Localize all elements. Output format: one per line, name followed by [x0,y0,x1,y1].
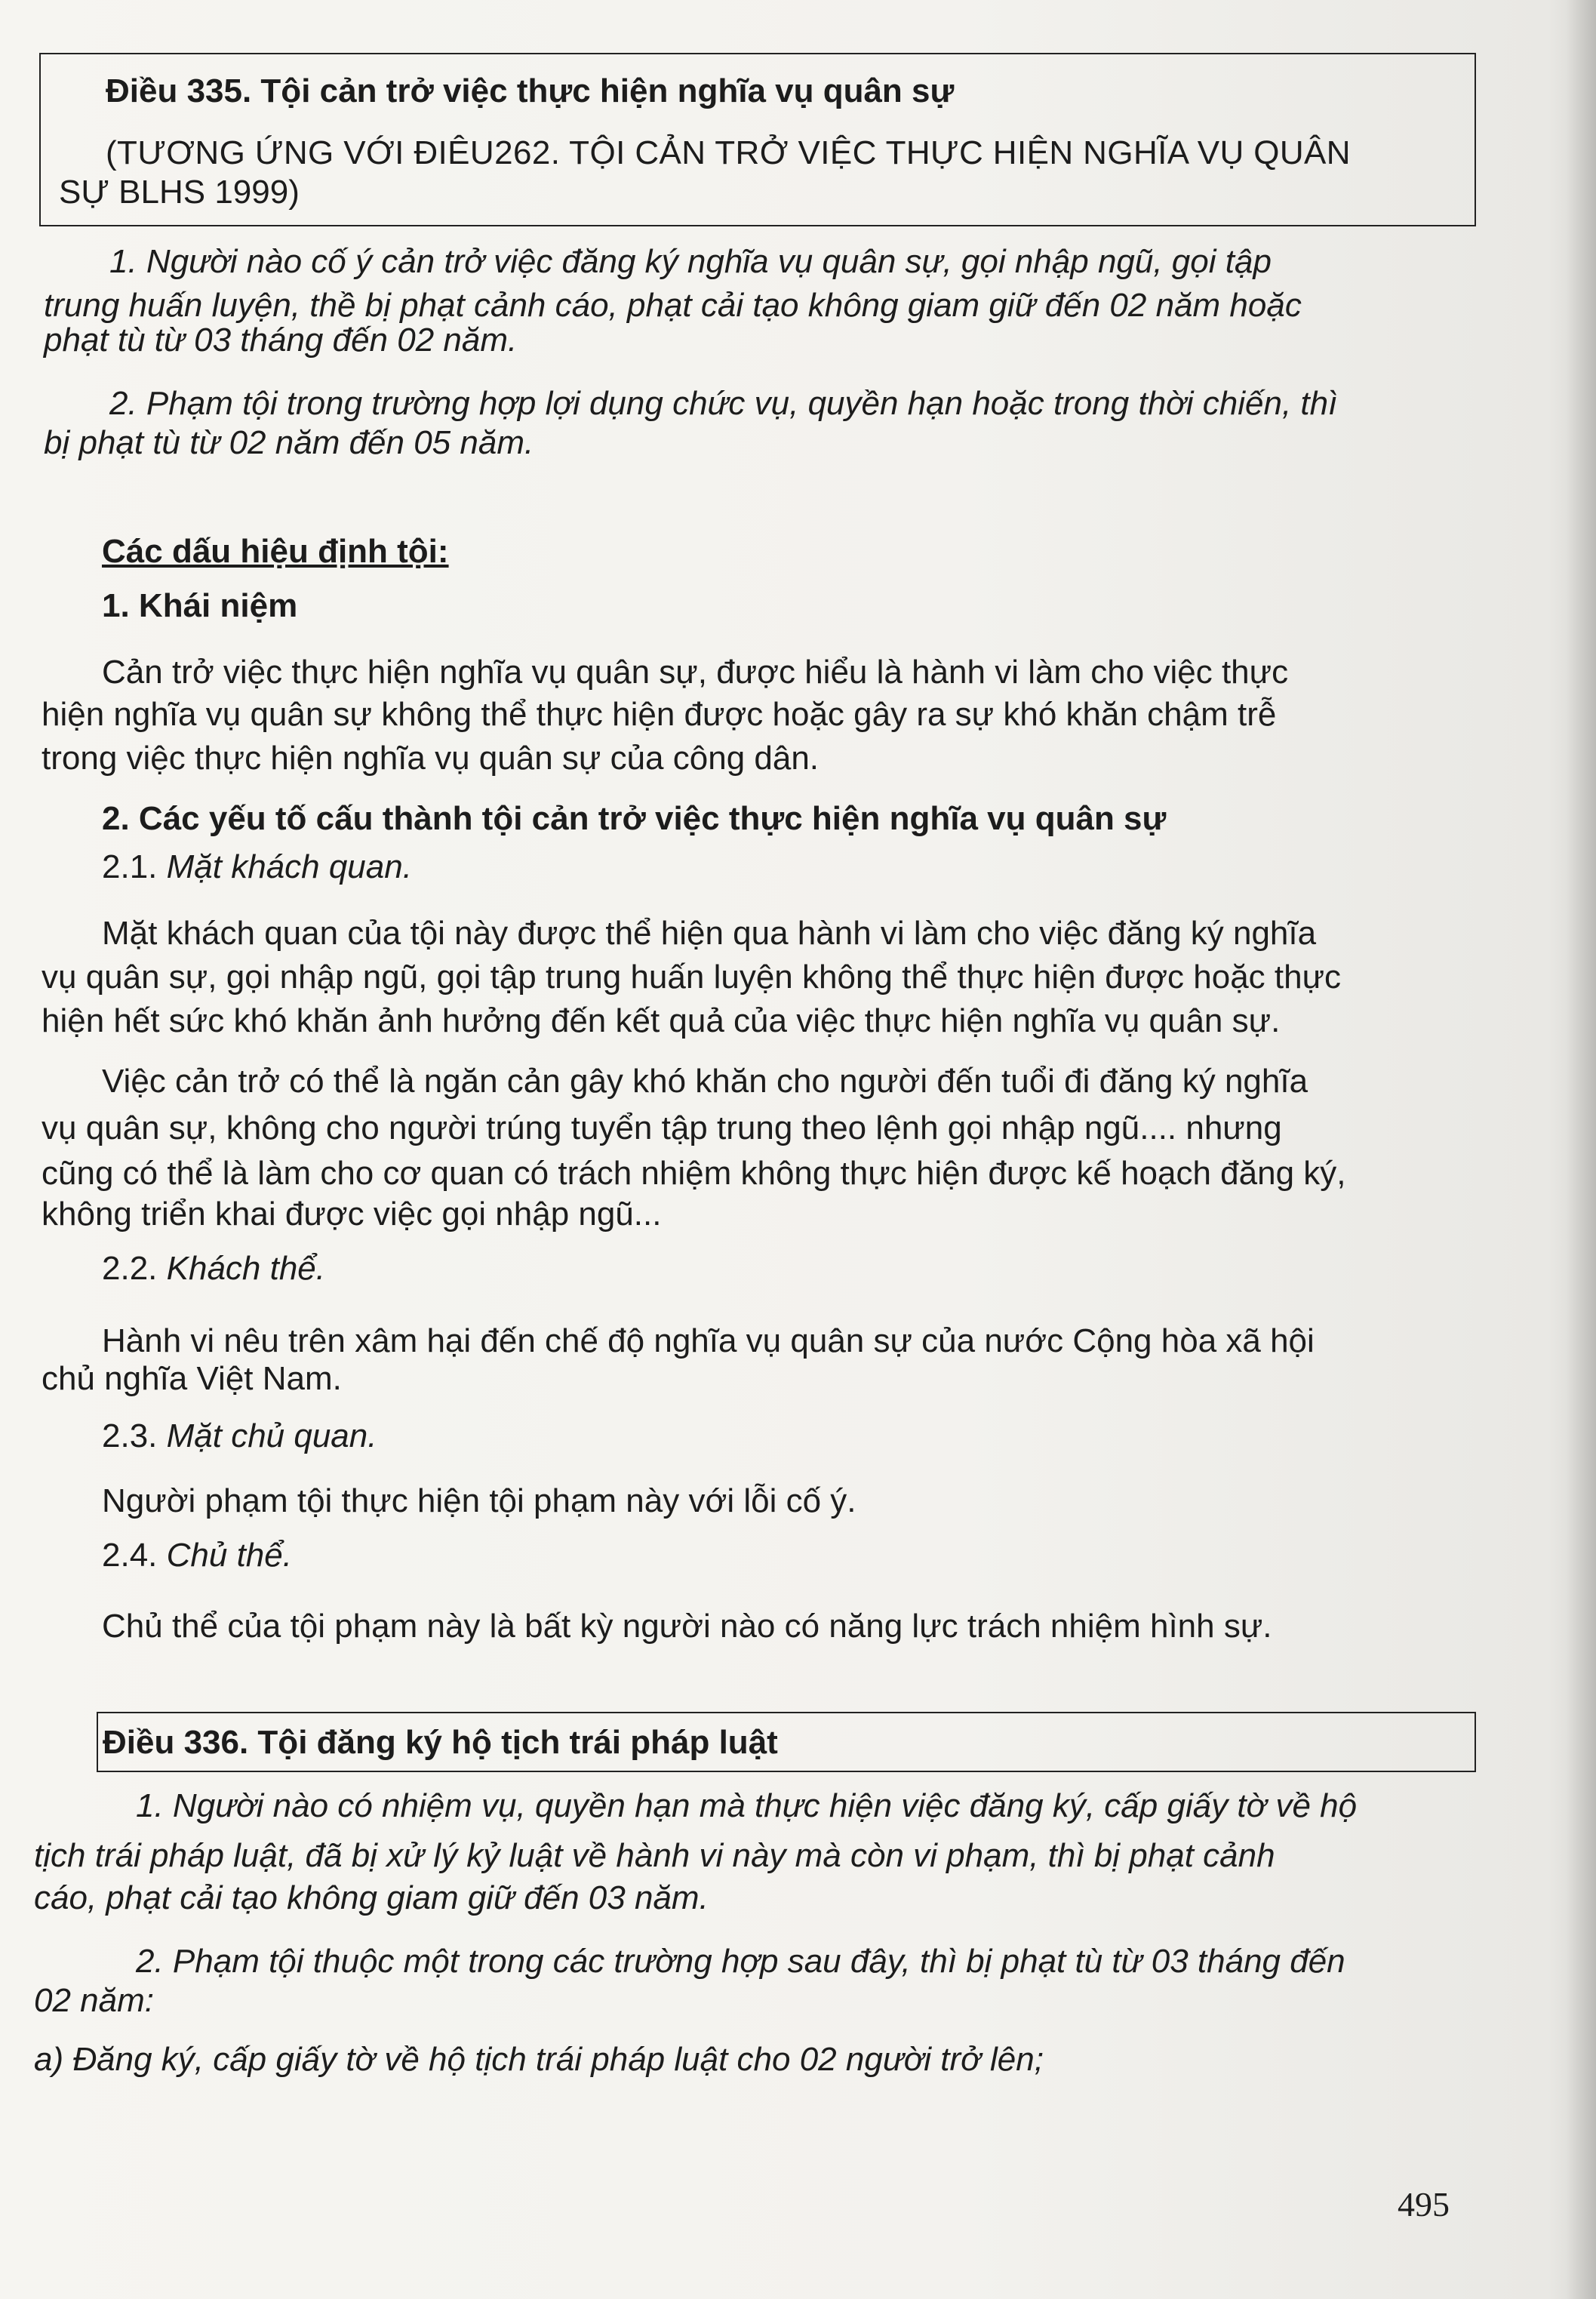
section-2-2-heading [102,1248,325,1289]
section-2-4-heading [102,1535,292,1576]
s21-text-line2: vụ quân sự, gọi nhập ngũ, gọi tập trung huấn luyện không thể thực hiện được hoặc thực [42,959,1342,996]
art335-clause1-line2: trung huấn luyện, thề bị phạt cảnh cáo, phạt cải tạo không giam giữ đến 02 năm hoặc [44,287,1302,324]
article-336-title: Điều 336. Tội đăng ký hộ tịch trái pháp luật [103,1724,778,1761]
section-2-4-title: Chủ thể. [166,1537,292,1574]
s21-text-line1: Mặt khách quan của tội này được thể hiện qua hành vi làm cho việc đăng ký nghĩa [102,915,1317,952]
s21-text2-line3: cũng có thể là làm cho cơ quan có trách nhiệm không thực hiện được kế hoạch đăng ký, [42,1155,1346,1192]
s21-text2-line4: không triển khai được việc gọi nhập ngũ... [42,1196,662,1233]
art336-clause1-line3: cáo, phạt cải tạo không giam giữ đến 03 năm. [34,1879,709,1916]
article-335-reference-line-1: (TƯƠNG ỨNG VỚI ĐIÊU262. TỘI CẢN TRỞ VIỆC THỰC HIỆN NGHĨA VỤ QUÂN [106,134,1351,171]
concept-text-line2: hiện nghĩa vụ quân sự không thể thực hiện được hoặc gây ra sự khó khăn chậm trễ [42,696,1277,733]
concept-heading: 1. Khái niệm [102,587,298,624]
art336-clause1-line2: tịch trái pháp luật, đã bị xử lý kỷ luật về hành vi này mà còn vi phạm, thì bị phạt cảnh [34,1837,1275,1874]
section-2-2-title: Khách thể. [166,1250,325,1287]
s22-text-line2: chủ nghĩa Việt Nam. [42,1360,342,1397]
section-2-4-number: 2.4. [102,1537,158,1574]
art336-clause1-line1: 1. Người nào có nhiệm vụ, quyền hạn mà thực hiện việc đăng ký, cấp giấy tờ về hộ [136,1787,1358,1824]
concept-text-line1: Cản trở việc thực hiện nghĩa vụ quân sự, được hiểu là hành vi làm cho việc thực [102,654,1289,691]
article-335-title: Điều 335. Tội cản trở việc thực hiện nghĩa vụ quân sự [106,72,955,109]
concept-text-line3: trong việc thực hiện nghĩa vụ quân sự của công dân. [42,740,820,777]
section-2-1-number: 2.1. [102,848,158,885]
art336-point-a: a) Đăng ký, cấp giấy tờ về hộ tịch trái pháp luật cho 02 người trở lên; [34,2041,1044,2078]
page-number: 495 [1398,2185,1450,2224]
article-335-reference-line-2: SỰ BLHS 1999) [59,174,300,211]
art335-clause2-line1: 2. Phạm tội trong trường hợp lợi dụng chức vụ, quyền hạn hoặc trong thời chiến, thì [109,385,1338,422]
section-2-3-number: 2.3. [102,1417,158,1454]
art335-clause2-line2: bị phạt tù từ 02 năm đến 05 năm. [44,424,534,461]
s24-text: Chủ thể của tội phạm này là bất kỳ người nào có năng lực trách nhiệm hình sự. [102,1608,1272,1645]
signs-heading: Các dấu hiệu định tội: [102,533,449,570]
s21-text2-line2: vụ quân sự, không cho người trúng tuyển tập trung theo lệnh gọi nhập ngũ.... nhưng [42,1109,1282,1146]
s22-text-line1: Hành vi nêu trên xâm hại đến chế độ nghĩa vụ quân sự của nước Cộng hòa xã hội [102,1322,1315,1359]
art336-clause2-line2: 02 năm: [34,1982,154,2019]
art335-clause1-line1: 1. Người nào cố ý cản trở việc đăng ký nghĩa vụ quân sự, gọi nhập ngũ, gọi tập [109,243,1272,280]
art336-clause2-line1: 2. Phạm tội thuộc một trong các trường hợp sau đây, thì bị phạt tù từ 03 tháng đến [136,1943,1345,1980]
s21-text2-line1: Việc cản trở có thể là ngăn cản gây khó khăn cho người đến tuổi đi đăng ký nghĩa [102,1063,1308,1100]
section-2-1-title: Mặt khách quan. [166,848,412,885]
section-2-2-number: 2.2. [102,1250,158,1287]
art335-clause1-line3: phạt tù từ 03 tháng đến 02 năm. [44,322,518,359]
section-2-1-heading [102,847,412,888]
page-edge-shadow [1566,0,1596,2299]
s21-text-line3: hiện hết sức khó khăn ảnh hưởng đến kết quả của việc thực hiện nghĩa vụ quân sự. [42,1002,1281,1039]
section-2-3-title: Mặt chủ quan. [166,1417,377,1454]
elements-heading: 2. Các yếu tố cấu thành tội cản trở việc thực hiện nghĩa vụ quân sự [102,800,1167,837]
s23-text: Người phạm tội thực hiện tội phạm này với lỗi cố ý. [102,1482,856,1519]
section-2-3-heading [102,1416,377,1457]
